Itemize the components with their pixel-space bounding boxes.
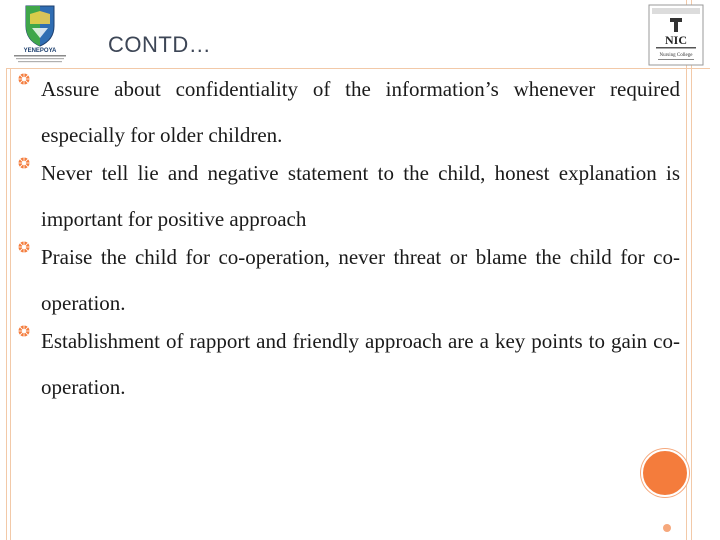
- bullet-text: Praise the child for co-operation, never threat or blame the child for co-operation.: [41, 245, 680, 315]
- frame-line: [6, 68, 7, 540]
- frame-line: [10, 68, 11, 540]
- star-bullet-icon: [18, 73, 30, 85]
- decorative-circle: [641, 449, 689, 497]
- page-title: CONTD…: [108, 32, 212, 57]
- frame-line: [686, 0, 687, 540]
- bullet-text: Assure about confidentiality of the information’s whenever required especially for older children.: [41, 77, 680, 147]
- frame-line: [691, 0, 692, 540]
- bullet-text: Never tell lie and negative statement to the child, honest explanation is important for positive approach: [41, 161, 680, 231]
- list-item: [16, 150, 680, 242]
- list-item: [16, 234, 680, 326]
- star-bullet-icon: [18, 325, 30, 337]
- svg-text:NIC: NIC: [664, 33, 688, 47]
- nursing-college-logo-icon: [648, 4, 704, 66]
- bullet-list: [16, 74, 680, 410]
- university-crest-icon: [8, 2, 72, 64]
- logo-left-name: YENEPOYA: [23, 48, 57, 54]
- logo-right-name: Nursing College: [659, 53, 693, 58]
- star-bullet-icon: [18, 157, 30, 169]
- star-bullet-icon: [18, 241, 30, 253]
- bullet-text: Establishment of rapport and friendly approach are a key points to gain co-operation.: [41, 329, 680, 399]
- list-item: [16, 66, 680, 158]
- decorative-dot: [663, 524, 671, 532]
- list-item: [16, 318, 680, 410]
